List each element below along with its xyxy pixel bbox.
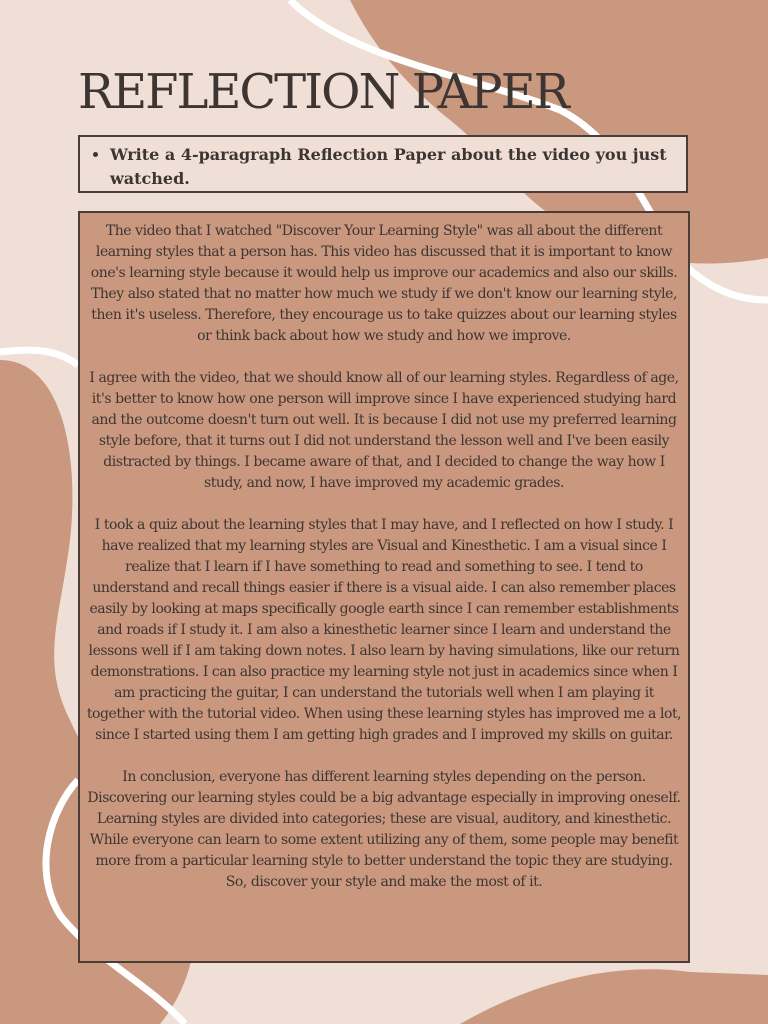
paragraph-4: In conclusion, everyone has different learning styles depending on the person. Discovering our learning styles could be a big advantage especially in improving oneself. Learning styles are divided into categories; these are visual, auditory, and kinesthetic. While everyone can learn to some extent utilizing any of them, some people may benefit more from a particular learning style to better understand the topic they are studying. So, discover your style and make the most of it. — [87, 769, 681, 890]
paragraph-1: The video that I watched "Discover Your Learning Style" was all about the different learning styles that a person has. This video has discussed that it is important to know one's learning style because it would help us improve our academics and also our skills. They also stated that no matter how much we study if we don't know our learning style, then it's useless. Therefore, they encourage us to take quizzes about our learning styles or think back about how we study and how we improve. — [90, 223, 678, 344]
instruction-text: • Write a 4-paragraph Reflection Paper about the video you just watched. — [110, 143, 676, 191]
paragraph-3: I took a quiz about the learning styles that I may have, and I reflected on how I study. I have realized that my learning styles are Visual and Kinesthetic. I am a visual since I realize that I learn if I have something to read and something to see. I tend to understand and recall things easier if there is a visual aide. I can also remember places easily by looking at maps specifically google earth since I can remember establishments and roads if I study it. I am also a kinesthetic learner since I learn and understand the lessons well if I am taking down notes. I also learn by having simulations, like our return demonstrations. I can also practice my learning style not just in academics since when I am practicing the guitar, I can understand the tutorials well when I am playing it together with the tutorial video. When using these learning styles has improved me a lot, since I started using them I am getting high grades and I improved my skills on guitar. — [86, 517, 682, 743]
instruction-list — [80, 137, 686, 191]
bottom-right-blob — [460, 969, 768, 1024]
page-title: REFLECTION PAPER — [78, 64, 568, 120]
instruction-box — [78, 135, 688, 193]
paragraph-2: I agree with the video, that we should know all of our learning styles. Regardless of age, it's better to know how one person will improve since I have experienced studying hard and the outcome doesn't turn out well. It is because I did not use my preferred learning style before, that it turns out I did not understand the lesson well and I've been easily distracted by things. I became aware of that, and I decided to change the way how I study, and now, I have improved my academic grades. — [89, 370, 679, 491]
reflection-body — [78, 211, 690, 963]
